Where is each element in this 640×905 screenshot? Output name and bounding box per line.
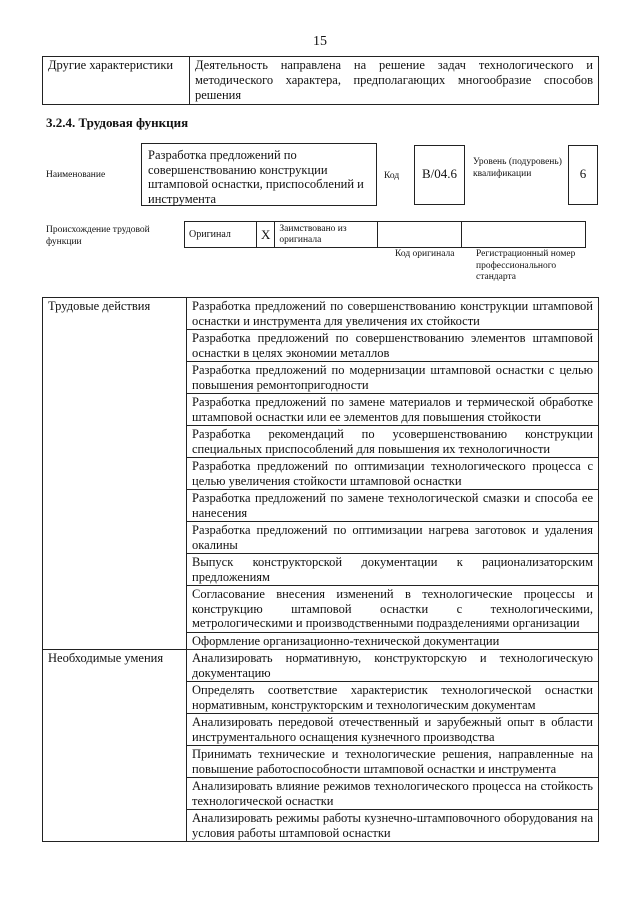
section-heading: 3.2.4. Трудовая функция	[46, 115, 189, 130]
page-number: 15	[313, 34, 327, 49]
required-skill-item: Анализировать режимы работы кузнечно-штамповочного оборудования на условия работы штамповой оснастки	[187, 810, 599, 842]
labor-actions-label: Трудовые действия	[43, 298, 187, 650]
table-row	[43, 650, 599, 682]
other-characteristics-label: Другие характеристики	[43, 57, 190, 105]
function-code-box: B/04.6	[414, 145, 465, 205]
labor-action-item: Разработка предложений по совершенствованию конструкции штамповой оснастки и инструмента для увеличения их стойкости	[187, 298, 599, 330]
labor-action-item: Согласование внесения изменений в технологические процессы и конструкцию штамповой оснастки с технологическими, метрологическими и производственными подразделениями организации	[187, 586, 599, 633]
original-mark: X	[257, 222, 275, 248]
code-label: Код	[384, 171, 400, 181]
labor-action-item: Выпуск конструкторской документации к рационализаторским предложениям	[187, 554, 599, 586]
required-skill-item: Определять соответствие характеристик технологической оснастки нормативным, конструкторским и технологическим документам	[187, 682, 599, 714]
code-original-label: Код оригинала	[395, 249, 455, 259]
required-skill-item: Принимать технические и технологические решения, направленные на повышение работоспособности штамповой оснастки и инструмента	[187, 746, 599, 778]
reg-number-label: Регистрационный номер профессионального стандарта	[476, 249, 576, 282]
original-label: Оригинал	[185, 222, 257, 248]
function-name-box: Разработка предложений по совершенствованию конструкции штамповой оснастки, приспособлений и инструмента	[141, 143, 377, 206]
labor-action-item: Разработка предложений по совершенствованию элементов штамповой оснастки в целях экономии металлов	[187, 330, 599, 362]
table-row	[43, 298, 599, 330]
labor-action-item: Оформление организационно-технической документации	[187, 632, 599, 650]
origin-table	[184, 221, 586, 248]
code-original-cell	[378, 222, 462, 248]
qualification-level-label: Уровень (подуровень) квалификации	[473, 157, 562, 179]
reg-number-cell	[462, 222, 586, 248]
labor-function-table-body	[43, 298, 599, 842]
labor-action-item: Разработка предложений по модернизации штамповой оснастки с целью повышения ремонтопригодности	[187, 362, 599, 394]
labor-action-item: Разработка предложений по оптимизации технологического процесса с целью увеличения стойкости штамповой оснастки	[187, 458, 599, 490]
labor-action-item: Разработка предложений по замене материалов и термической обработке штамповой оснастки или ее элементов для повышения стойкости	[187, 394, 599, 426]
required-skill-item: Анализировать влияние режимов технологического процесса на стойкость технологической оснастки	[187, 778, 599, 810]
table-row	[185, 222, 586, 248]
qualification-level-box: 6	[568, 145, 598, 205]
other-characteristics-table	[42, 56, 599, 105]
labor-function-table	[42, 297, 599, 842]
labor-action-item: Разработка рекомендаций по усовершенствованию конструкции специальных приспособлений для повышения их технологичности	[187, 426, 599, 458]
borrowed-label: Заимствовано из оригинала	[275, 222, 378, 248]
required-skills-label: Необходимые умения	[43, 650, 187, 842]
labor-action-item: Разработка предложений по замене технологической смазки и способа ее нанесения	[187, 490, 599, 522]
required-skill-item: Анализировать нормативную, конструкторскую и технологическую документацию	[187, 650, 599, 682]
name-label: Наименование	[46, 170, 106, 180]
origin-label: Происхождение трудовой функции	[46, 225, 150, 247]
other-characteristics-value: Деятельность направлена на решение задач технологического и методического характера, предполагающих многообразие способов решения	[190, 57, 599, 105]
table-row	[43, 57, 599, 105]
required-skill-item: Анализировать передовой отечественный и зарубежный опыт в области инструментального оснащения кузнечного производства	[187, 714, 599, 746]
labor-action-item: Разработка предложений по оптимизации нагрева заготовок и удаления окалины	[187, 522, 599, 554]
